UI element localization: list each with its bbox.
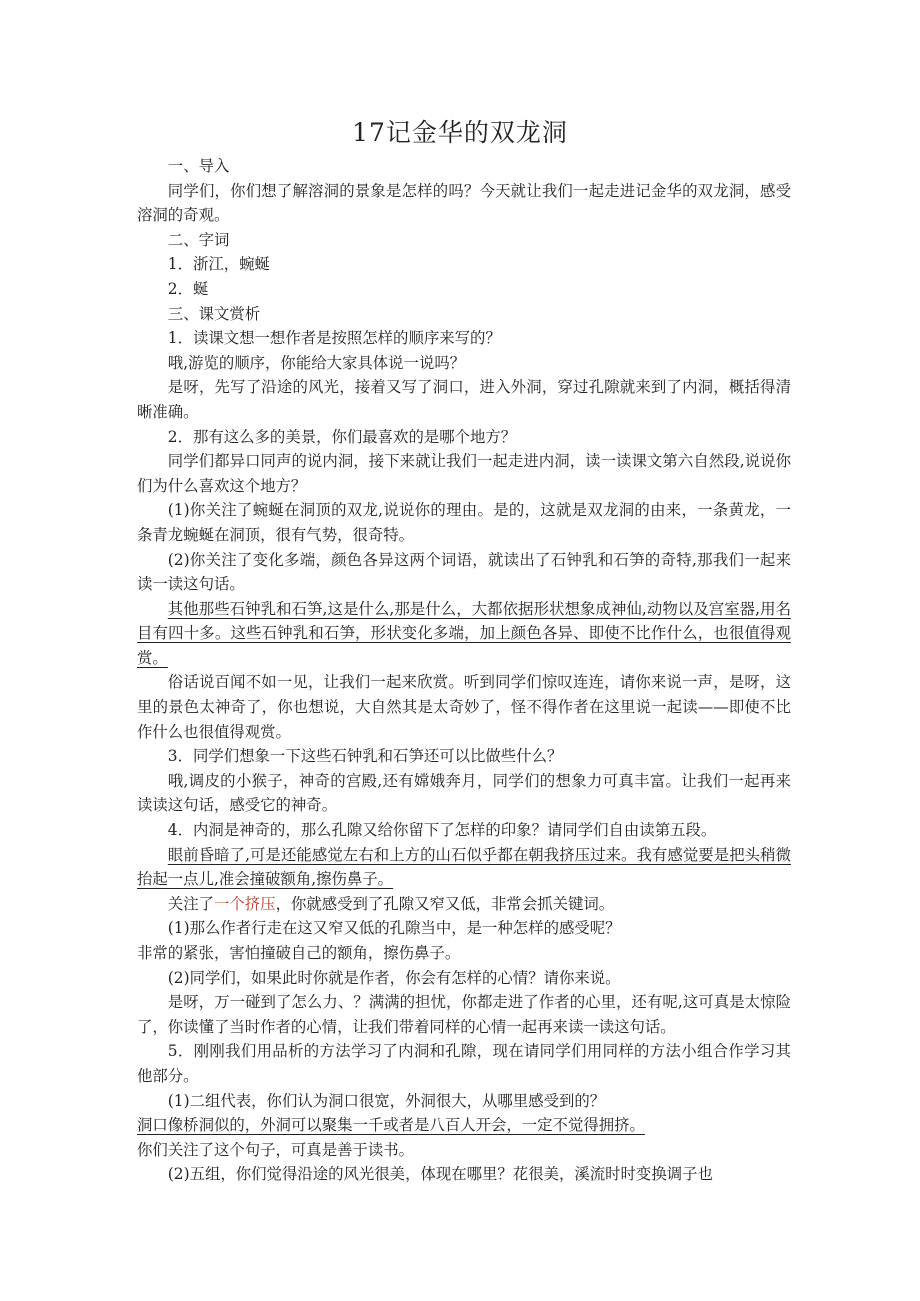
question-item: 3．同学们想象一下这些石钟乳和石笋还可以比做些什么？ [167,747,563,766]
paragraph: 同学们都异口同声的说内洞，接下来就让我们一起走进内洞，读一读课文第六自然段,说说你们为什么喜欢这个地方？ [137,452,791,495]
paragraph: 你们关注了这个句子，可真是善于读书。 [137,1140,415,1159]
quote-text: 眼前昏暗了,可是还能感觉左右和上方的山石似乎都在朝我挤压过来。我有感觉要是把头稍微抬起一点儿,准会撞破额角,擦伤鼻子。 [137,845,791,889]
section-heading-analysis: 三、课文赏析 [167,304,261,323]
word-item: 1．浙江，蜿蜒 [167,255,270,274]
quote-text: 洞口像桥洞似的，外洞可以聚集一千或者是八百人开会，一定不觉得拥挤。 [137,1116,645,1135]
paragraph: (2)同学们，如果此时你就是作者，你会有怎样的心情？请你来说。 [167,968,621,987]
underlined-quote [137,1113,791,1138]
section-heading-words: 二、字词 [167,230,230,249]
paragraph: 是呀，先写了沿途的风光，接着又写了洞口，进入外洞，穿过孔隙就来到了内洞，概括得清晰准确。 [137,378,791,421]
paragraph: 非常的紧张，害怕撞破自己的额角，擦伤鼻子。 [137,944,461,962]
highlighted-phrase: 一个挤压 [213,894,276,913]
paragraph: (1)那么作者行走在这又窄又低的孔隙当中，是一种怎样的感受呢？ [167,919,621,938]
text-run: 关注了 [167,894,214,913]
paragraph [137,892,791,917]
paragraph: (1)你关注了蜿蜒在洞顶的双龙,说说你的理由。是的，这就是双龙洞的由来，一条黄龙，一条青龙蜿蜒在洞顶，很有气势，很奇特。 [137,501,791,544]
paragraph: 哦,游览的顺序，你能给大家具体说一说吗？ [167,353,466,372]
paragraph: 是呀，万一碰到了怎么力、？满满的担忧，你都走进了作者的心里，还有呢,这可真是太惊险了，你读懂了当时作者的心情，让我们带着同样的心情一起再来读一读这句话。 [137,993,791,1036]
paragraph: 哦,调皮的小猴子，神奇的宫殿,还有嫦娥奔月，同学们的想象力可真丰富。让我们一起再来读读这句话，感受它的神奇。 [137,771,791,815]
question-item: 5．刚刚我们用品析的方法学习了内洞和孔隙，现在请同学们用同样的方法小组合作学习其他部分。 [137,1042,791,1085]
underlined-quote [137,843,791,892]
paragraph: (2)五组，你们觉得沿途的风光很美，体现在哪里？花很美，溪流时时变换调子也 [167,1165,713,1184]
section-heading-intro: 一、导入 [167,157,230,175]
text-run: ，你就感受到了孔隙又窄又低，非常会抓关键词。 [275,894,615,913]
word-item: 2．蜒 [167,279,209,298]
question-item: 4．内洞是神奇的，那么孔隙又给你留下了怎样的印象？请同学们自由读第五段。 [167,821,717,840]
question-item: 2．那有这么多的美景，你们最喜欢的是哪个地方？ [167,427,517,446]
paragraph: 同学们，你们想了解溶洞的景象是怎样的吗？今天就让我们一起走进记金华的双龙洞，感受溶洞的奇观。 [137,181,791,225]
paragraph: (2)你关注了变化多端，颜色各异这两个词语，就读出了石钟乳和石笋的奇特,那我们一起来读一读这句话。 [137,550,791,594]
underlined-quote [137,597,791,671]
quote-text: 其他那些石钟乳和石笋,这是什么,那是什么，大都依据形状想象成神仙,动物以及宫室器,用名目有四十多。这些石钟乳和石笋，形状变化多端，加上颜色各异、即使不比作什么，也很值得观赏。 [137,599,791,667]
paragraph: 俗话说百闻不如一见，让我们一起来欣赏。听到同学们惊叹连连，请你来说一声，是呀，这里的景色太神奇了，你也想说，大自然其是太奇妙了，怪不得作者在这里说一起读——即使不比作什么也很值得观赏。 [137,673,791,741]
document-body [137,154,791,1187]
page-title: 17记金华的双龙洞 [352,118,568,147]
paragraph: (1)二组代表，你们认为洞口很宽，外洞很大，从哪里感受到的？ [167,1091,606,1110]
question-item: 1．读课文想一想作者是按照怎样的顺序来写的？ [167,329,501,348]
